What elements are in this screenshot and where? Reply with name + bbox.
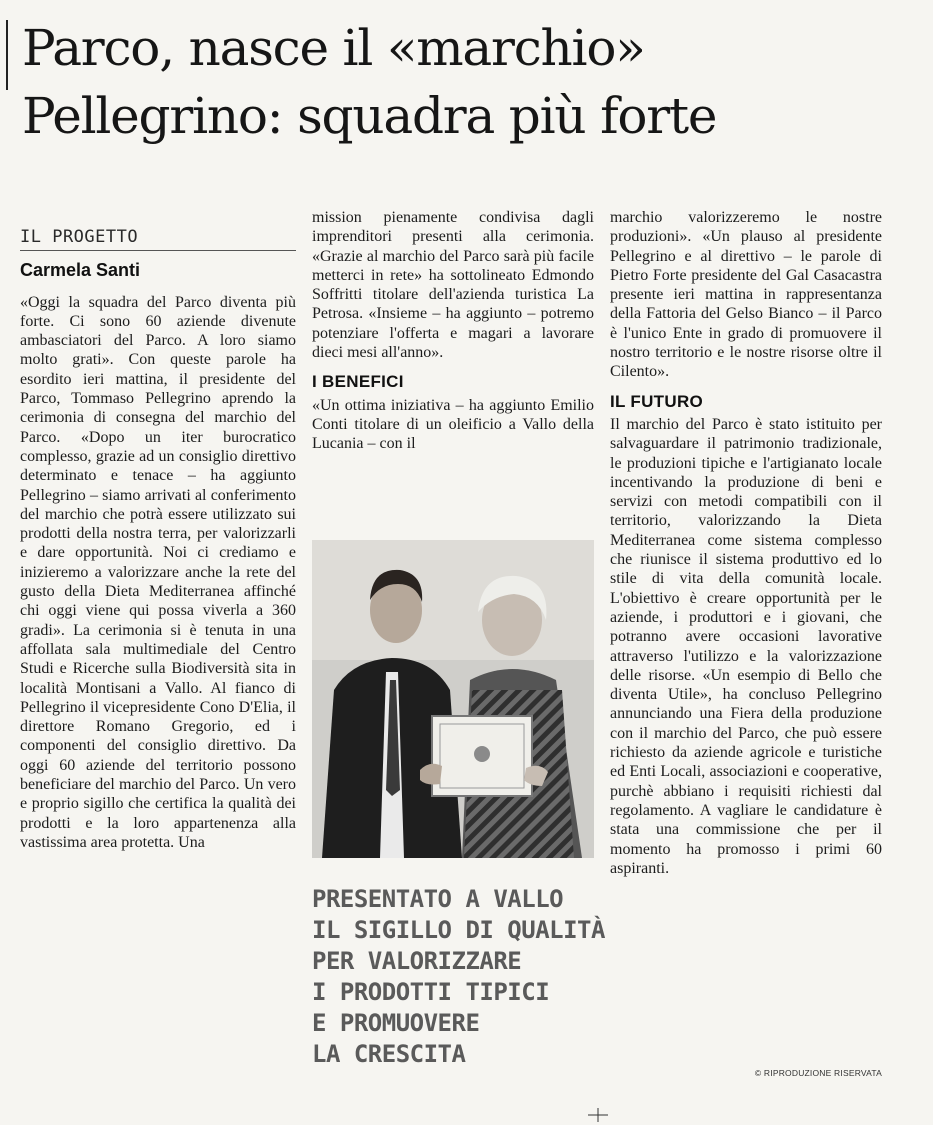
caption-line: E PROMUOVERE <box>312 1009 480 1037</box>
caption-line: PRESENTATO A VALLO <box>312 885 564 913</box>
headline <box>22 14 922 150</box>
caption-line: PER VALORIZZARE <box>312 947 522 975</box>
caption-line: LA CRESCITA <box>312 1040 466 1068</box>
body-text: Il marchio del Parco è stato istituito per salvaguardare il patrimonio tradizionale, le produzioni tipiche e l'artigianato locale incentivando la produzione di beni e servizi con metodi compatibili con il territorio, valorizzando la Dieta Mediterranea come sistema complesso che riunisce il sistema produttivo ed lo stile di vita della comunità locale. L'obiettivo è creare opportunità per le aziende, i produttori e i giovani, che potranno avere occasioni lavorative attraverso l'utilizzo e la valorizzazione delle risorse. «Un esempio di Bello che diventa Utile», ha concluso Pellegrino annunciando una Fiera della produzione con il marchio del Parco, che può essere richiesto da aziende agricole e turistiche ed Enti Locali, associazioni e cooperative, purchè abbiano i requisiti richiesti dal regolamento. A vagliare le candidature è stata una commissione che per il momento ha promosso i primi 60 aspiranti. <box>610 415 882 877</box>
section-heading-futuro: IL FUTURO <box>610 391 704 411</box>
photo-illustration <box>312 540 594 858</box>
copyright-notice: © RIPRODUZIONE RISERVATA <box>754 1068 882 1078</box>
article-column-1 <box>20 228 296 852</box>
body-text: «Un ottima iniziativa – ha aggiunto Emilio Conti titolare di un oleificio a Vallo della Lucania – con il <box>312 396 594 453</box>
article-column-3 <box>610 208 882 878</box>
byline: Carmela Santi <box>20 260 141 281</box>
body-text: mission pienamente condivisa dagli imprenditori presenti alla cerimonia. «Grazie al marchio del Parco sarà più facile metterci in rete» ha sottolineato Edmondo Soffritti titolare dell'azienda turistica La Petrosa. «Insieme – ha aggiunto – potremo potenziare l'offerta e magari a lavorare dieci mesi all'anno». <box>312 209 594 362</box>
article-photo <box>312 540 594 858</box>
column-rule <box>6 20 8 90</box>
body-text: marchio valorizzeremo le nostre produzioni». «Un plauso al presidente Pellegrino e al direttivo – le parole di Pietro Forte presidente del Gal Casacastra presente ieri mattina in rappresentanza della Fattoria del Gelso Bianco – il Parco è l'unico Ente in grado di promuovere il nostro territorio e le nostre risorse oltre il Cilento». <box>610 209 882 381</box>
photo-caption <box>312 884 605 1070</box>
headline-line-1: Parco, nasce il «marchio» <box>22 19 645 77</box>
caption-line: IL SIGILLO DI QUALITÀ <box>312 916 605 944</box>
section-kicker: IL PROGETTO <box>20 228 296 251</box>
crop-mark-icon <box>588 1108 608 1122</box>
section-heading-benefici: I BENEFICI <box>312 372 404 392</box>
caption-line: I PRODOTTI TIPICI <box>312 978 550 1006</box>
body-text: «Oggi la squadra del Parco diventa più forte. Ci sono 60 aziende divenute ambasciatori del Parco. A loro siamo molto grati». Con queste parole ha esordito ieri mattina, il presidente del Parco, Tommaso Pellegrino aprendo la cerimonia di consegna del marchio del Parco. «Dopo un iter burocratico complesso, grazie ad un consiglio direttivo determinato e tenace – ha aggiunto Pellegrino – siamo arrivati al conferimento del marchio che potrà essere utilizzato sui prodotti della nostra terra, per valorizzarli e dare opportunità. Noi ci crediamo e inizieremo a valorizzare anche la rete del gusto della Dieta Mediterranea affinché chi oggi viene qui possa viverla a 360 gradi». La cerimonia si è tenuta in una affollata sala multimediale del Centro Studi e Ricerche sulla Biodiversità sita in località Montisani a Vallo. Al fianco di Pellegrino il vicepresidente Cono D'Elia, il direttore Romano Gregorio, ed i componenti del consiglio direttivo. Da oggi 60 aziende del territorio possono beneficiare del marchio del Parco. Un vero e proprio sigillo che certifica la qualità dei prodotti e la loro appartenenza alla vastissima area protetta. Una <box>20 293 296 851</box>
headline-line-2: Pellegrino: squadra più forte <box>22 87 717 145</box>
article-column-2 <box>312 208 594 454</box>
